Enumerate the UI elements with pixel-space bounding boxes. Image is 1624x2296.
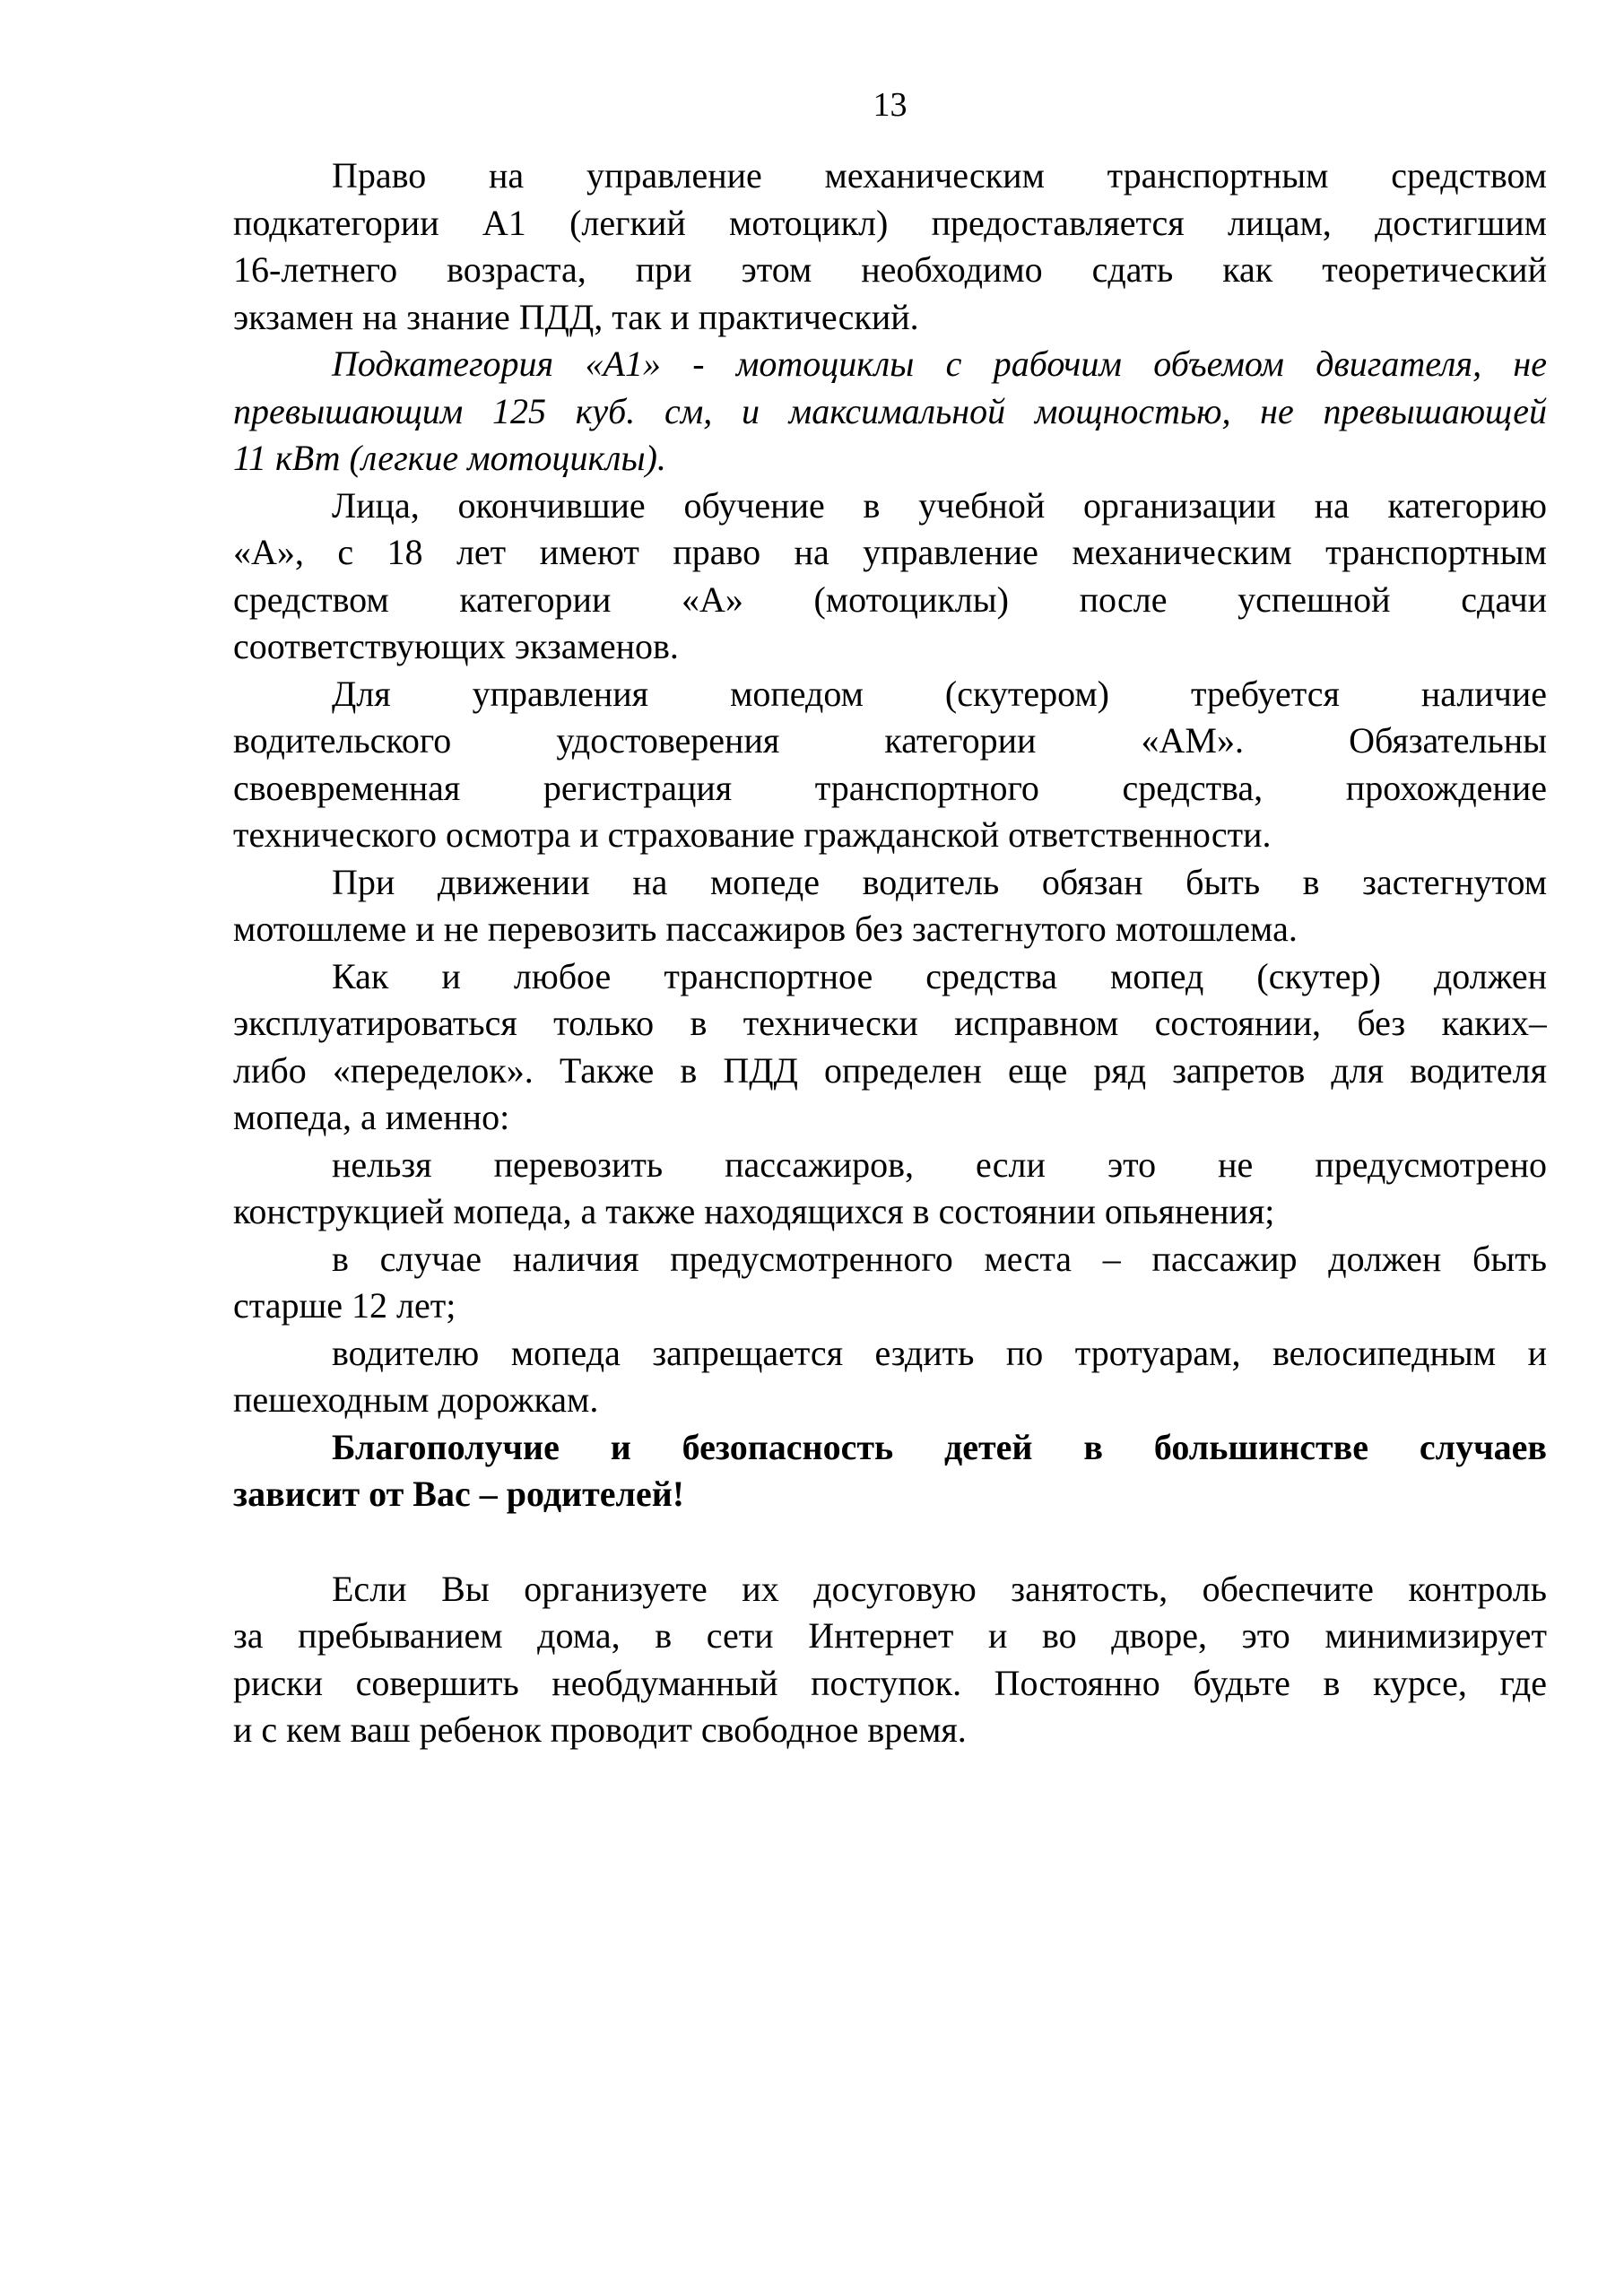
paragraph <box>233 1142 1547 1236</box>
paragraph <box>233 1424 1547 1518</box>
text-line: за пребыванием дома, в сети Интернет и во дворе, это минимизирует <box>233 1615 1547 1656</box>
text-line: При движении на мопеде водитель обязан быть в застегнутом <box>332 861 1547 902</box>
text-line: водителю мопеда запрещается ездить по тротуарам, велосипедным и <box>332 1332 1547 1373</box>
text-line: и с кем ваш ребенок проводит свободное время. <box>233 1709 967 1750</box>
text-line: в случае наличия предусмотренного места – пассажир должен быть <box>332 1238 1547 1279</box>
text-line: 11 кВт (легкие мотоциклы). <box>233 438 666 478</box>
text-line: Лица, окончившие обучение в учебной организации на категорию <box>332 484 1547 526</box>
paragraph <box>233 1566 1547 1754</box>
text-line: Подкатегория «А1» - мотоциклы с рабочим объемом двигателя, не <box>332 344 1547 384</box>
paragraph <box>233 859 1547 953</box>
text-line: зависит от Вас – родителей! <box>233 1474 685 1514</box>
text-line: водительского удостоверения категории «АМ». Обязательны <box>233 720 1547 761</box>
text-line: подкатегории А1 (легкий мотоцикл) предоставляется лицам, достигшим <box>233 202 1547 243</box>
text-line: старше 12 лет; <box>233 1285 456 1326</box>
text-line: риски совершить необдуманный поступок. Постоянно будьте в курсе, где <box>233 1662 1547 1703</box>
text-line: Для управления мопедом (скутером) требуется наличие <box>332 673 1547 714</box>
text-line: конструкцией мопеда, а также находящихся в состоянии опьянения; <box>233 1191 1275 1231</box>
text-line: Как и любое транспортное средства мопед (скутер) должен <box>332 955 1547 996</box>
text-line: соответствующих экзаменов. <box>233 626 679 666</box>
paragraph <box>233 152 1547 341</box>
text-line: «А», с 18 лет имеют право на управление механическим транспортным <box>233 532 1547 572</box>
text-line: Если Вы организуете их досуговую занятость, обеспечите контроль <box>332 1568 1547 1609</box>
text-line: эксплуатироваться только в технически исправном состоянии, без каких– <box>233 1003 1547 1043</box>
page-number: 13 <box>873 86 908 124</box>
text-line: нельзя перевозить пассажиров, если это не предусмотрено <box>332 1144 1547 1185</box>
text-line: Право на управление механическим транспортным средством <box>332 155 1547 196</box>
paragraph <box>233 953 1547 1142</box>
paragraph <box>233 1236 1547 1330</box>
text-line: мопеда, а именно: <box>233 1097 510 1137</box>
text-body <box>233 152 1547 1754</box>
text-line: 16-летнего возраста, при этом необходимо сдать как теоретический <box>233 249 1547 290</box>
text-line: пешеходным дорожкам. <box>233 1379 599 1420</box>
text-line: средством категории «А» (мотоциклы) после успешной сдачи <box>233 578 1547 620</box>
paragraph <box>233 341 1547 483</box>
paragraph <box>233 671 1547 859</box>
text-line: технического осмотра и страхование гражданской ответственности. <box>233 814 1272 855</box>
paragraph <box>233 1330 1547 1424</box>
text-line: мотошлеме и не перевозить пассажиров без застегнутого мотошлема. <box>233 909 1298 949</box>
paragraph <box>233 483 1547 671</box>
text-line: своевременная регистрация транспортного средства, прохождение <box>233 767 1547 808</box>
text-line: экзамен на знание ПДД, так и практический. <box>233 296 919 337</box>
text-line: превышающим 125 куб. см, и максимальной мощностью, не превышающей <box>233 390 1547 431</box>
text-line: Благополучие и безопасность детей в большинстве случаев <box>332 1426 1547 1467</box>
text-line: либо «переделок». Также в ПДД определен еще ряд запретов для водителя <box>233 1049 1547 1091</box>
